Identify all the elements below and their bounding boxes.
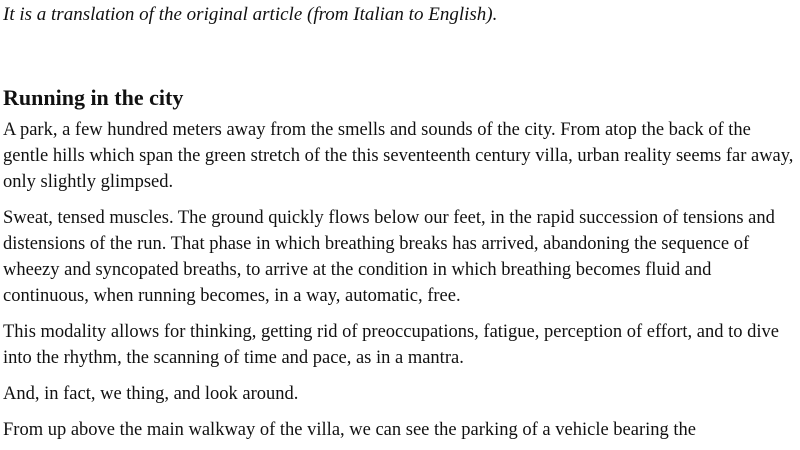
article-title: Running in the city [3,85,184,110]
paragraph-2: Sweat, tensed muscles. The ground quickly flows below our feet, in the rapid succession of tensions and distensions of the run. That phase in which breathing breaks has arrived, abandoning the sequence of wheezy and syncopated breaths, to arrive at the condition in which breathing becomes fluid and continuous, when running becomes, in a way, automatic, free. [3,208,775,306]
paragraph-4: And, in fact, we thing, and look around. [3,384,299,404]
paragraph-3: This modality allows for thinking, getting rid of preoccupations, fatigue, perception of effort, and to dive into the rhythm, the scanning of time and pace, as in a mantra. [3,322,779,368]
translation-note: It is a translation of the original article (from Italian to English). [3,4,498,25]
article-page [3,0,800,443]
paragraph-5: From up above the main walkway of the villa, we can see the parking of a vehicle bearing the [3,420,696,440]
paragraph-1: A park, a few hundred meters away from the smells and sounds of the city. From atop the back of the gentle hills which span the green stretch of the this seventeenth century villa, urban reality seems far away, only slightly glimpsed. [3,120,794,192]
